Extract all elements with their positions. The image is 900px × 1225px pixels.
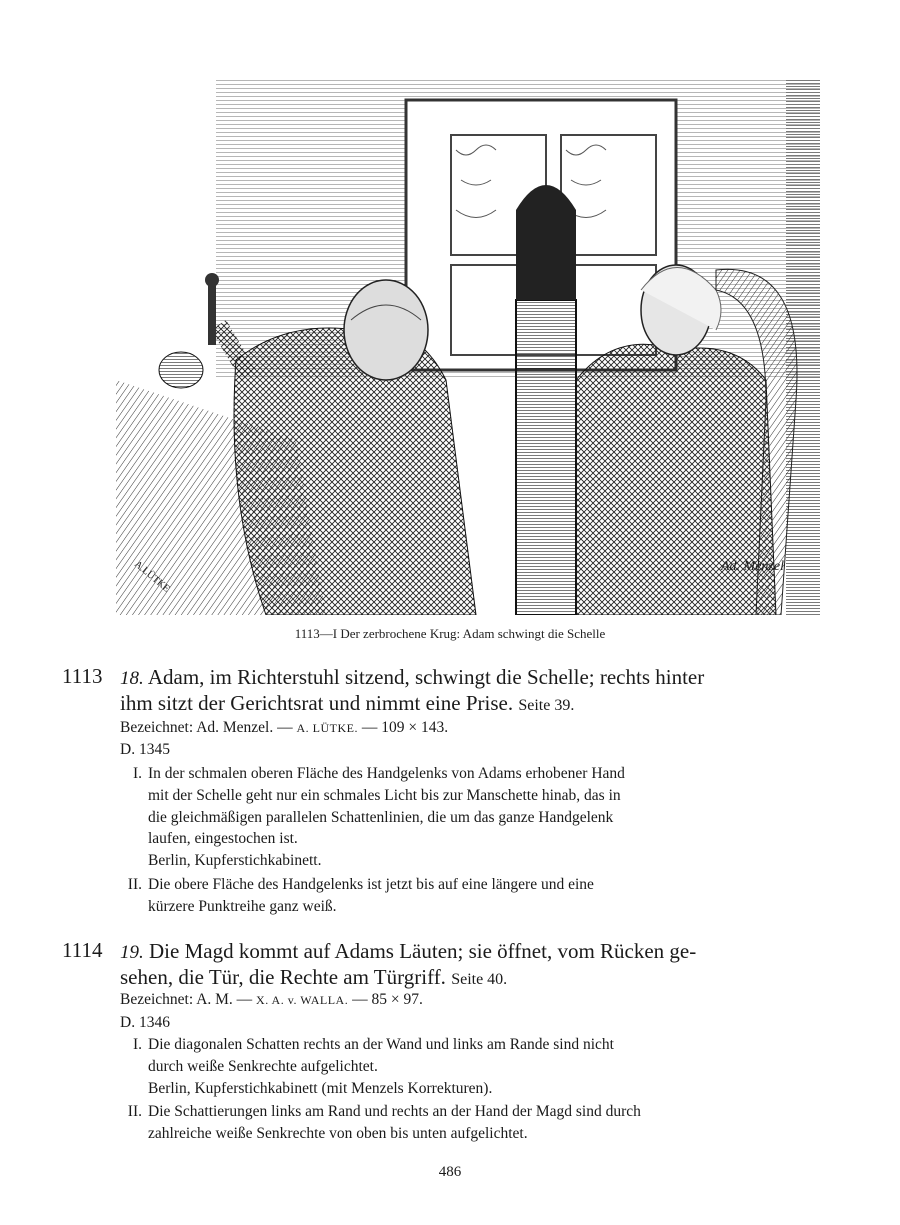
state-roman: I.: [132, 1036, 142, 1053]
engraving-illustration: [116, 80, 820, 615]
entry-title-line-1: 19. Die Magd kommt auf Adams Läuten; sie öffnet, vom Rücken ge-: [120, 939, 697, 963]
state-line: die gleichmäßigen parallelen Schattenlinien, die um das ganze Handgelenk: [148, 808, 614, 826]
entry-title-line-2: ihm sitzt der Gerichtsrat und nimmt eine Prise. Seite 39.: [120, 691, 575, 715]
entry-title-line-2: sehen, die Tür, die Rechte am Türgriff. Seite 40.: [120, 965, 508, 989]
catalog-number: 1114: [62, 938, 103, 962]
state-line: mit der Schelle geht nur ein schmales Licht bis zur Manschette hinab, das in: [148, 786, 621, 804]
engraver-signature: A.LÜTKE: [132, 558, 172, 595]
state-line: In der schmalen oberen Fläche des Handgelenks von Adams erhobener Hand: [148, 765, 625, 782]
catalog-number: 1113: [62, 664, 103, 688]
state-description: [128, 1101, 812, 1145]
plate-number: 18.: [120, 668, 144, 689]
state-description: [128, 874, 812, 918]
state-line: Die diagonalen Schatten rechts an der Wand und links am Rande sind nicht: [148, 1036, 614, 1053]
state-roman: II.: [127, 1103, 142, 1120]
state-line: zahlreiche weiße Senkrechte von oben bis unten aufgelichtet.: [148, 1124, 528, 1142]
page-reference: Seite 40.: [451, 971, 508, 988]
state-line: durch weiße Senkrechte aufgelichtet.: [148, 1057, 378, 1075]
state-description: [128, 763, 812, 873]
state-line: Die obere Fläche des Handgelenks ist jetzt bis auf eine längere und eine: [148, 876, 594, 893]
state-line: Die Schattierungen links am Rand und rechts an der Hand der Magd sind durch: [148, 1103, 641, 1120]
state-line: Berlin, Kupferstichkabinett (mit Menzels Korrekturen).: [148, 1079, 493, 1097]
entry-title: [120, 665, 820, 718]
dorgerloh-number: D. 1346: [120, 1014, 170, 1031]
state-line: kürzere Punktreihe ganz weiß.: [148, 897, 337, 915]
artist-signature: Ad. Menzel: [721, 559, 784, 574]
state-description: [128, 1034, 812, 1102]
page-number: 486: [438, 1164, 462, 1180]
page-reference: Seite 39.: [518, 697, 575, 714]
state-roman: I.: [132, 765, 142, 782]
state-roman: II.: [127, 876, 142, 893]
entry-title-line-1: 18. Adam, im Richterstuhl sitzend, schwingt die Schelle; rechts hinter: [120, 665, 705, 689]
illustration-caption: 1113—I Der zerbrochene Krug: Adam schwingt die Schelle: [294, 626, 606, 641]
state-line: Berlin, Kupferstichkabinett.: [148, 852, 322, 870]
dorgerloh-number: D. 1345: [120, 741, 170, 758]
signature-info: Bezeichnet: Ad. Menzel. — A. LÜTKE. — 109 × 143.: [120, 719, 449, 736]
signature-info: Bezeichnet: A. M. — X. A. v. WALLA. — 85 × 97.: [120, 991, 423, 1008]
plate-number: 19.: [120, 942, 144, 963]
entry-title: [120, 939, 820, 992]
state-line: laufen, eingestochen ist.: [148, 830, 298, 848]
